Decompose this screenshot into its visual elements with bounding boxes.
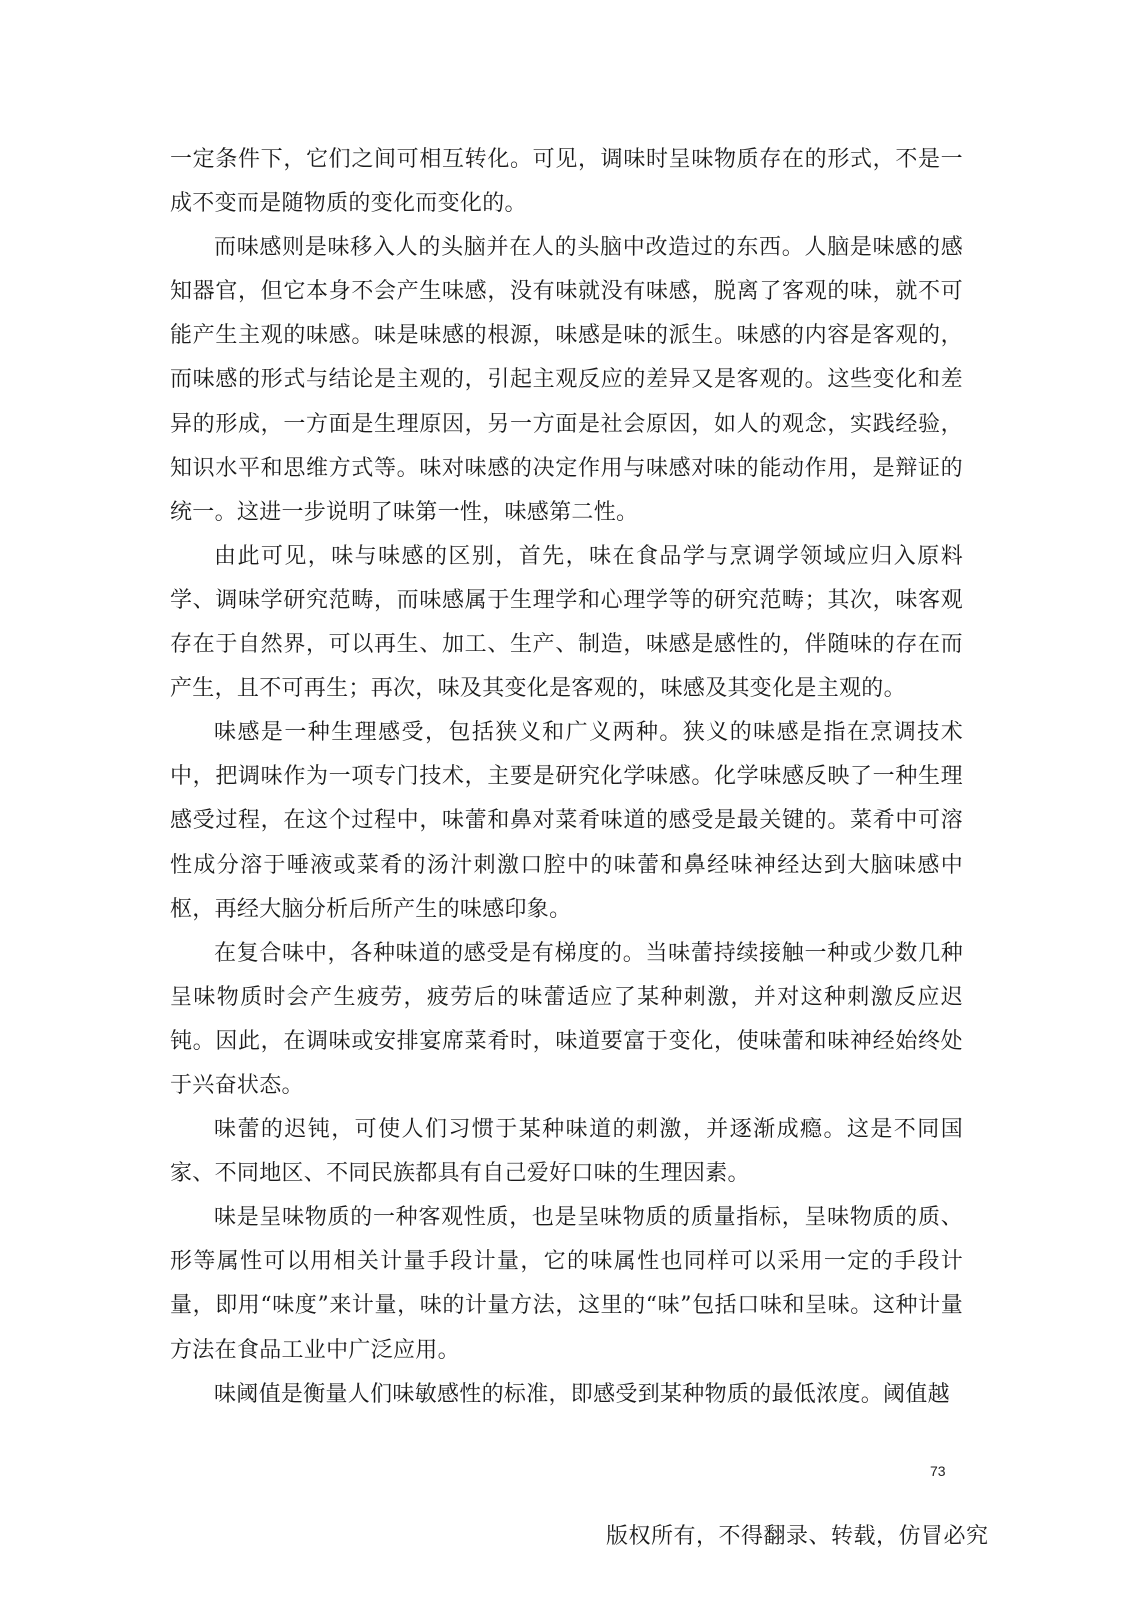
paragraph-4: 味感是一种生理感受，包括狭义和广义两种。狭义的味感是指在烹调技术中，把调味作为一项专门技术，主要是研究化学味感。化学味感反映了一种生理感受过程，在这个过程中，味蕾和鼻对菜肴味道的感受是最关键的。菜肴中可溶性成分溶于唾液或菜肴的汤汁刺激口腔中的味蕾和鼻经味神经达到大脑味感中枢，再经大脑分析后所产生的味感印象。 [170,720,963,922]
copyright-notice: 版权所有，不得翻录、转载，仿冒必究 [606,1524,989,1549]
body-text [170,138,963,1417]
paragraph-3: 由此可见，味与味感的区别，首先，味在食品学与烹调学领域应归入原料学、调味学研究范畴，而味感属于生理学和心理学等的研究范畴；其次，味客观存在于自然界，可以再生、加工、生产、制造，味感是感性的，伴随味的存在而产生，且不可再生；再次，味及其变化是客观的，味感及其变化是主观的。 [170,543,963,702]
paragraph-6: 味蕾的迟钝，可使人们习惯于某种味道的刺激，并逐渐成瘾。这是不同国家、不同地区、不同民族都具有自己爱好口味的生理因素。 [170,1117,963,1187]
paragraph-8: 味阈值是衡量人们味敏感性的标准，即感受到某种物质的最低浓度。阈值越 [214,1381,950,1407]
paragraph-2: 而味感则是味移入人的头脑并在人的头脑中改造过的东西。人脑是味感的感知器官，但它本身不会产生味感，没有味就没有味感，脱离了客观的味，就不可能产生主观的味感。味是味感的根源，味感是味的派生。味感的内容是客观的，而味感的形式与结论是主观的，引起主观反应的差异又是客观的。这些变化和差异的形成，一方面是生理原因，另一方面是社会原因，如人的观念，实践经验，知识水平和思维方式等。味对味感的决定作用与味感对味的能动作用，是辩证的统一。这进一步说明了味第一性，味感第二性。 [170,235,963,525]
page-number: 73 [930,1463,946,1479]
paragraph-7: 味是呈味物质的一种客观性质，也是呈味物质的质量指标，呈味物质的质、形等属性可以用相关计量手段计量，它的味属性也同样可以采用一定的手段计量，即用“味度”来计量，味的计量方法，这里的“味”包括口味和呈味。这种计量方法在食品工业中广泛应用。 [170,1205,963,1363]
paragraph-1: 一定条件下，它们之间可相互转化。可见，调味时呈味物质存在的形式，不是一成不变而是随物质的变化而变化的。 [170,147,963,217]
paragraph-5: 在复合味中，各种味道的感受是有梯度的。当味蕾持续接触一种或少数几种呈味物质时会产生疲劳，疲劳后的味蕾适应了某种刺激，并对这种刺激反应迟钝。因此，在调味或安排宴席菜肴时，味道要富于变化，使味蕾和味神经始终处于兴奋状态。 [170,940,963,1098]
